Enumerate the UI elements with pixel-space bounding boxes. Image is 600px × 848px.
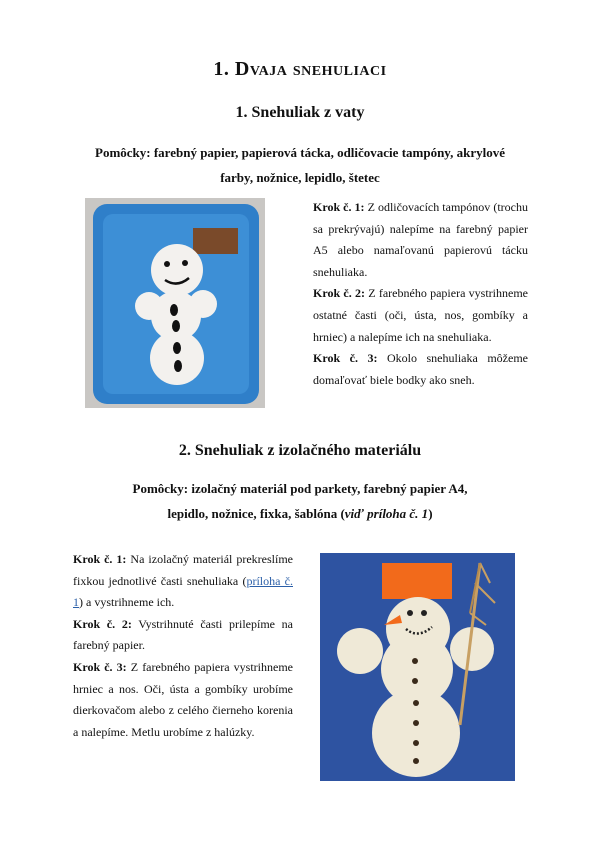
step-label: Krok č. 2: <box>73 616 132 631</box>
section2-steps <box>73 549 293 743</box>
step-label: Krok č. 1: <box>73 552 127 566</box>
step-text: Z odličovacích tampónov (trochu sa prekrývajú) nalepíme na farebný papier A5 alebo namaľovanú papierovú tácku snehuliaka. <box>313 200 528 279</box>
step-label: Krok č. 3: <box>313 351 378 366</box>
section1-tools <box>60 140 540 190</box>
step-text: Okolo snehuliaka môžeme domaľovať biele bodky ako sneh. <box>313 351 528 387</box>
section2-tools <box>60 476 540 526</box>
section2-tools-line2 <box>60 501 540 526</box>
tools-text: ) <box>428 506 433 521</box>
page-title: 1. Dvaja snehuliaci <box>213 58 387 80</box>
step-text: Z farebného papiera vystrihneme ostatné časti (oči, ústa, nos, gombíky a hrniec) a nalepíme ich na snehuliaka. <box>313 286 528 344</box>
step-text: Vystrihnuté časti prilepíme na farebný papier. <box>73 616 293 653</box>
section1-heading: 1. Snehuliak z vaty <box>235 104 365 121</box>
section2-heading: 2. Snehuliak z izolačného materiálu <box>178 442 422 459</box>
section2-step3 <box>73 657 293 743</box>
section2-tools-line1: Pomôcky: izolačný materiál pod parkety, farebný papier A4, <box>132 481 468 496</box>
cotton-snowman-illustration <box>85 198 265 408</box>
tools-text: lepidlo, nožnice, fixka, šablóna ( <box>167 506 345 521</box>
section1-steps <box>313 197 528 391</box>
foam-snowman-illustration <box>320 553 515 781</box>
section2-step1 <box>73 549 293 614</box>
cotton-snowman-photo <box>85 198 265 408</box>
section1-step3 <box>313 348 528 391</box>
step-text: ) a vystrihneme ich. <box>79 595 175 610</box>
section1-tools-line2: farby, nožnice, lepidlo, štetec <box>220 170 380 185</box>
section1-step1 <box>313 197 528 283</box>
section2-step2 <box>73 614 293 657</box>
section1-tools-line1: Pomôcky: farebný papier, papierová tácka, odličovacie tampóny, akrylové <box>95 145 505 160</box>
step-label: Krok č. 3: <box>73 659 127 674</box>
foam-snowman-photo <box>320 553 515 781</box>
attachment-link[interactable]: príloha č. 1 <box>73 573 293 610</box>
step-text: Na izolačný materiál prekreslíme fixkou jednotlivé časti snehuliaka ( <box>73 552 293 588</box>
step-text: Z farebného papiera vystrihneme hrniec a nos. Oči, ústa a gombíky urobíme dierkovačom alebo z celého čierneho korenia a nalepíme. Metlu urobíme z halúzky. <box>73 659 293 739</box>
section1-step2 <box>313 283 528 348</box>
step-label: Krok č. 1: <box>313 200 365 214</box>
attachment-reference: viď príloha č. 1 <box>344 506 429 521</box>
step-label: Krok č. 2: <box>313 286 365 301</box>
